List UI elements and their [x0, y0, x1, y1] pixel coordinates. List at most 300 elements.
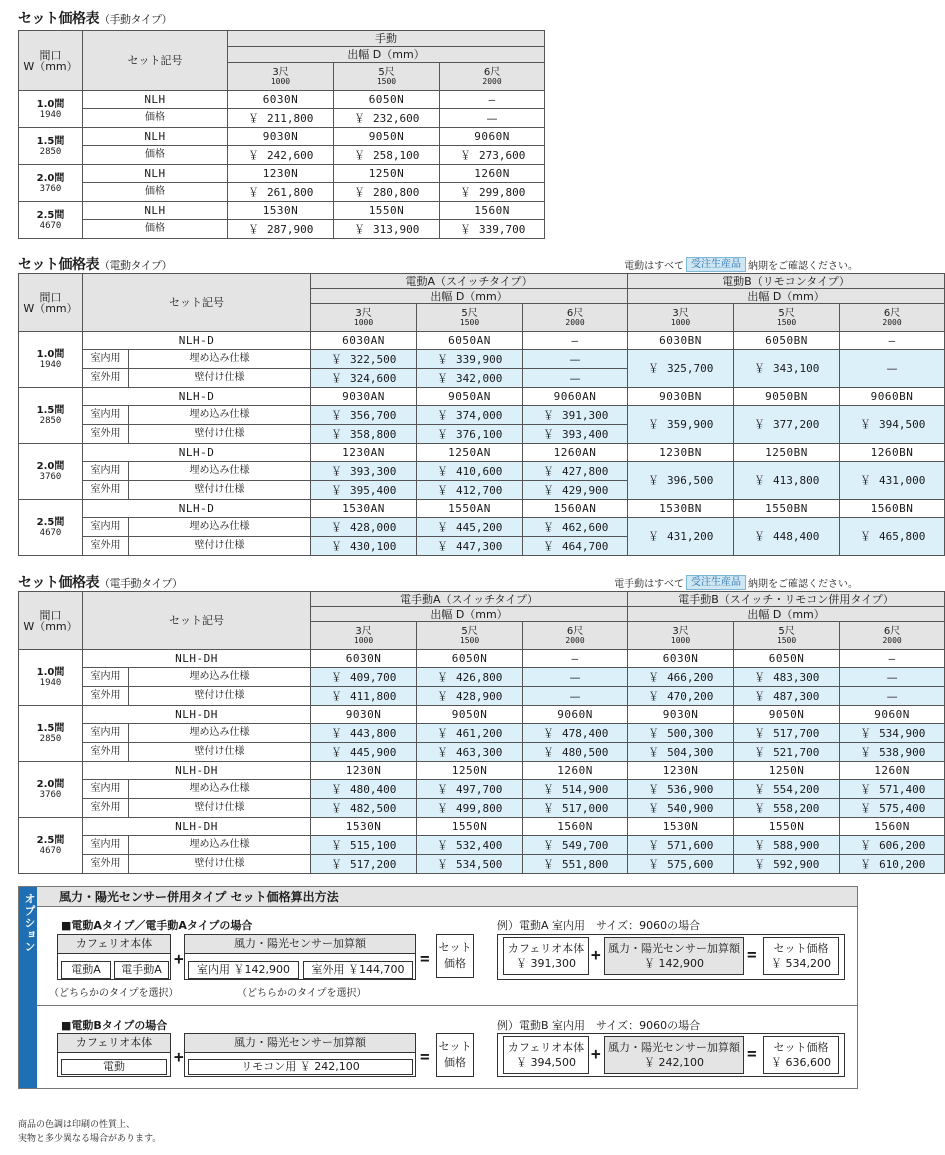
size-header	[840, 622, 945, 650]
price: ￥ 313,900	[334, 220, 440, 239]
remote-price: ￥ 465,800	[840, 518, 945, 556]
width-ken: 1.0間	[36, 98, 65, 110]
yen-sign: ￥	[331, 745, 343, 759]
yen-sign: ￥	[437, 745, 449, 759]
b-outdoor-price: ￥ 575,400	[840, 799, 945, 818]
plus-a: +	[174, 949, 184, 968]
indoor-label: 室内用	[83, 518, 129, 537]
set-code: NLH-DH	[83, 762, 311, 780]
model-code: 9050N	[417, 706, 523, 724]
choice-semi-a: 電手動A	[114, 961, 169, 979]
example-b-total	[763, 1036, 839, 1074]
outdoor-price: ￥ 324,600	[311, 369, 417, 388]
outdoor-price: ￥ 430,100	[311, 537, 417, 556]
model-code: 1250N	[417, 762, 523, 780]
electric-note	[624, 257, 858, 272]
yen-sign: ￥	[754, 418, 766, 431]
price: ￥ 287,900	[228, 220, 334, 239]
yen-sign: ￥	[437, 371, 449, 385]
yen-sign: ￥	[543, 520, 555, 534]
yen-sign: ￥	[543, 464, 555, 478]
yen-sign: ￥	[354, 185, 365, 199]
size-shaku: 3尺	[672, 626, 689, 637]
model-code: 1260AN	[523, 444, 628, 462]
set-line1: セット	[438, 941, 472, 954]
indoor-price: ￥ 427,800	[523, 462, 628, 481]
example-b-body	[503, 1036, 589, 1074]
yen-sign: ￥	[437, 838, 449, 852]
model-code: 6050BN	[734, 332, 840, 350]
price: ￥ 242,600	[228, 146, 334, 165]
indoor-price: ￥ 497,700	[417, 780, 523, 799]
size-mm: 1500	[459, 636, 480, 645]
set-code: NLH	[83, 202, 228, 220]
yen-sign: ￥	[754, 689, 766, 703]
b-outdoor-price: ￥ 575,600	[628, 855, 734, 874]
yen-sign: ￥	[460, 185, 471, 199]
size-header	[523, 304, 628, 332]
indoor-price: —	[523, 668, 628, 687]
yen-sign: ￥	[331, 483, 343, 497]
size-shaku: 6尺	[883, 626, 901, 637]
width-cell	[19, 165, 83, 202]
width-ken: 2.5間	[36, 209, 65, 221]
indoor-spec: 埋め込み仕様	[129, 668, 311, 687]
yen-sign: ￥	[860, 530, 872, 543]
manual-table	[18, 30, 545, 239]
model-code: 6030AN	[311, 332, 417, 350]
model-code: 1260N	[840, 762, 945, 780]
indoor-price: ￥ 426,800	[417, 668, 523, 687]
indoor-price: ￥ 374,000	[417, 406, 523, 425]
yen-sign: ￥	[543, 539, 555, 553]
indoor-price: —	[523, 350, 628, 369]
indoor-price: ￥ 532,400	[417, 836, 523, 855]
width-header-label: 間口	[39, 48, 62, 62]
set-code: NLH	[83, 165, 228, 183]
yen-sign: ￥	[754, 670, 766, 684]
model-code: 1260N	[440, 165, 545, 183]
width-mm: 1940	[39, 360, 62, 370]
size-header	[840, 304, 945, 332]
yen-sign: ￥	[648, 689, 660, 703]
model-code: 6030N	[228, 91, 334, 109]
price: ￥ 280,800	[334, 183, 440, 202]
indoor-price: ￥ 410,600	[417, 462, 523, 481]
electric-table	[18, 273, 945, 556]
model-code: 9030AN	[311, 388, 417, 406]
option-tab: オプション	[19, 887, 37, 1088]
outdoor-price: ￥ 447,300	[417, 537, 523, 556]
indoor-price: ￥ 339,900	[417, 350, 523, 369]
model-code: 1230N	[311, 762, 417, 780]
yen-sign: ￥	[648, 838, 660, 852]
width-mm: 4670	[39, 846, 62, 856]
ex-total-value: ￥ 534,200	[771, 957, 831, 970]
size-mm: 1500	[459, 318, 480, 327]
yen-sign: ￥	[860, 745, 872, 759]
set-code: NLH-DH	[83, 818, 311, 836]
outdoor-spec: 壁付け仕様	[129, 425, 311, 444]
indoor-price: ￥ 393,300	[311, 462, 417, 481]
yen-sign: ￥	[648, 782, 660, 796]
yen-sign: ￥	[248, 148, 259, 162]
example-a-sensor	[604, 937, 744, 975]
width-cell	[19, 762, 83, 818]
indoor-price: ￥ 515,100	[311, 836, 417, 855]
width-cell	[19, 388, 83, 444]
size-shaku: 3尺	[672, 308, 689, 319]
size-mm: 1000	[670, 318, 691, 327]
size-mm: 2000	[565, 318, 585, 327]
model-code: 1530N	[228, 202, 334, 220]
ex-body-value: ￥ 394,500	[516, 1056, 576, 1069]
b-indoor-price: ￥ 500,300	[628, 724, 734, 743]
b-indoor-price: ￥ 571,600	[628, 836, 734, 855]
outdoor-label: 室外用	[83, 425, 129, 444]
size-header	[523, 622, 628, 650]
yen-sign: ￥	[331, 427, 343, 441]
model-code: 9030N	[628, 706, 734, 724]
size-shaku: 5尺	[461, 308, 478, 319]
yen-sign: ￥	[543, 801, 555, 815]
model-code: 1230BN	[628, 444, 734, 462]
footer-line1: 商品の色調は印刷の性質上、	[18, 1120, 136, 1130]
size-shaku: 6尺	[566, 626, 584, 637]
width-header	[19, 31, 83, 91]
outdoor-label: 室外用	[83, 799, 129, 818]
remote-price: ￥ 343,100	[734, 350, 840, 388]
outdoor-price: ￥ 499,800	[417, 799, 523, 818]
size-header	[228, 63, 334, 91]
yen-sign: ￥	[860, 857, 872, 871]
width-cell	[19, 91, 83, 128]
manual-title	[18, 8, 172, 28]
price: ￥ 339,700	[440, 220, 545, 239]
sensor-indoor-a: 室内用 ￥142,900	[188, 961, 299, 979]
yen-sign: ￥	[437, 408, 449, 422]
size-header	[417, 304, 523, 332]
b-outdoor-price: ￥ 558,200	[734, 799, 840, 818]
width-header-label: 間口	[39, 290, 62, 304]
indoor-price: ￥ 322,500	[311, 350, 417, 369]
remote-price: ￥ 431,200	[628, 518, 734, 556]
indoor-label: 室内用	[83, 780, 129, 799]
yen-sign: ￥	[860, 726, 872, 740]
yen-sign: ￥	[437, 782, 449, 796]
sensor-label-b: 風力・陽光センサー加算額	[184, 1033, 416, 1053]
set-code: NLH-D	[83, 388, 311, 406]
yen-sign: ￥	[437, 801, 449, 815]
semi-title-main: セット価格表	[18, 575, 99, 591]
yen-sign: ￥	[860, 801, 872, 815]
yen-sign: ￥	[543, 745, 555, 759]
model-code: 9060AN	[523, 388, 628, 406]
model-code: 1250BN	[734, 444, 840, 462]
outdoor-spec: 壁付け仕様	[129, 369, 311, 388]
yen-sign: ￥	[331, 408, 343, 422]
depth-header: 出幅 D（mm）	[628, 607, 945, 622]
set-code: NLH	[83, 91, 228, 109]
model-code: 9060N	[523, 706, 628, 724]
price-label: 価格	[83, 183, 228, 202]
outdoor-price: —	[523, 687, 628, 706]
model-code: 6030N	[311, 650, 417, 668]
yen-sign: ￥	[543, 408, 555, 422]
remote-price: ￥ 377,200	[734, 406, 840, 444]
yen-sign: ￥	[437, 726, 449, 740]
price: ￥ 211,800	[228, 109, 334, 128]
electric-badge: 受注生産品	[686, 257, 746, 272]
choice-electric-b: 電動	[61, 1059, 167, 1075]
electric-title-main: セット価格表	[18, 257, 99, 273]
equals-a: =	[420, 949, 430, 968]
b-outdoor-price: ￥ 487,300	[734, 687, 840, 706]
size-shaku: 6尺	[483, 67, 501, 78]
equals-ex-a: =	[747, 945, 757, 964]
yen-sign: ￥	[354, 222, 365, 236]
b-outdoor-price: ￥ 521,700	[734, 743, 840, 762]
indoor-label: 室内用	[83, 462, 129, 481]
indoor-spec: 埋め込み仕様	[129, 836, 311, 855]
set-line2: 価格	[444, 957, 466, 970]
width-ken: 1.0間	[36, 667, 65, 678]
size-shaku: 6尺	[883, 308, 901, 319]
yen-sign: ￥	[860, 838, 872, 852]
width-cell	[19, 650, 83, 706]
size-mm: 2000	[882, 636, 902, 645]
width-mm: 1940	[39, 109, 62, 120]
indoor-price: ￥ 480,400	[311, 780, 417, 799]
yen-sign: ￥	[648, 418, 660, 431]
ex-total-label: セット価格	[773, 942, 829, 955]
model-code: 1250N	[334, 165, 440, 183]
yen-sign: ￥	[860, 474, 872, 487]
yen-sign: ￥	[648, 530, 660, 543]
width-cell	[19, 128, 83, 165]
yen-sign: ￥	[331, 801, 343, 815]
remote-price: ￥ 431,000	[840, 462, 945, 500]
footer-note	[18, 1118, 161, 1146]
yen-sign: ￥	[437, 520, 449, 534]
size-shaku: 6尺	[566, 308, 584, 319]
outdoor-price: ￥ 428,900	[417, 687, 523, 706]
width-cell	[19, 202, 83, 239]
yen-sign: ￥	[648, 670, 660, 684]
code-header: セット記号	[83, 31, 228, 91]
indoor-spec: 埋め込み仕様	[129, 462, 311, 481]
size-mm: 1000	[270, 77, 291, 86]
remote-price: ￥ 413,800	[734, 462, 840, 500]
outdoor-price: ￥ 482,500	[311, 799, 417, 818]
size-mm: 1500	[776, 636, 797, 645]
indoor-label: 室内用	[83, 724, 129, 743]
model-code: 1550N	[417, 818, 523, 836]
yen-sign: ￥	[648, 745, 660, 759]
semi-note-post: 納期をご確認ください。	[748, 579, 858, 590]
model-code: 9030N	[228, 128, 334, 146]
model-code: 1250AN	[417, 444, 523, 462]
b-outdoor-price: ￥ 504,300	[628, 743, 734, 762]
outdoor-spec: 壁付け仕様	[129, 743, 311, 762]
sensor-label-a: 風力・陽光センサー加算額	[184, 934, 416, 954]
yen-sign: ￥	[331, 726, 343, 740]
ex-sensor-label: 風力・陽光センサー加算額	[608, 942, 740, 955]
yen-sign: ￥	[331, 464, 343, 478]
yen-sign: ￥	[543, 427, 555, 441]
code-header: セット記号	[83, 592, 311, 650]
electric-note-pre: 電動はすべて	[624, 261, 684, 272]
outdoor-price: ￥ 412,700	[417, 481, 523, 500]
model-code: 6030N	[628, 650, 734, 668]
width-ken: 2.5間	[36, 517, 65, 528]
model-code: 1560N	[440, 202, 545, 220]
outdoor-price: ￥ 411,800	[311, 687, 417, 706]
price: ￥ 273,600	[440, 146, 545, 165]
width-ken: 2.0間	[36, 779, 65, 790]
yen-sign: ￥	[437, 427, 449, 441]
b-outdoor-price: ￥ 538,900	[840, 743, 945, 762]
model-code: 1250N	[734, 762, 840, 780]
b-outdoor-price: —	[840, 687, 945, 706]
yen-sign: ￥	[437, 857, 449, 871]
ex-body-label: カフェリオ本体	[507, 942, 585, 955]
yen-sign: ￥	[437, 689, 449, 703]
yen-sign: ￥	[648, 726, 660, 740]
depth-header: 出幅 D（mm）	[228, 47, 545, 63]
yen-sign: ￥	[648, 362, 660, 375]
manual-title-sub: （手動タイプ）	[99, 13, 173, 26]
remote-price: ￥ 448,400	[734, 518, 840, 556]
yen-sign: ￥	[248, 111, 259, 125]
width-mm: 3760	[39, 183, 62, 194]
model-code: —	[523, 650, 628, 668]
indoor-price: ￥ 356,700	[311, 406, 417, 425]
remote-price: ￥ 359,900	[628, 406, 734, 444]
b-indoor-price: ￥ 536,900	[628, 780, 734, 799]
yen-sign: ￥	[754, 838, 766, 852]
yen-sign: ￥	[543, 782, 555, 796]
set-code: NLH-D	[83, 500, 311, 518]
model-code: —	[840, 332, 945, 350]
price: —	[440, 109, 545, 128]
size-mm: 1000	[353, 318, 374, 327]
example-a-body	[503, 937, 589, 975]
size-header	[311, 304, 417, 332]
model-code: 9050N	[334, 128, 440, 146]
yen-sign: ￥	[754, 530, 766, 543]
choose-note-a2: （どちらかのタイプを選択）	[237, 988, 367, 999]
footer-line2: 実物と多少異なる場合があります。	[18, 1134, 162, 1144]
yen-sign: ￥	[331, 689, 343, 703]
electric-title	[18, 254, 172, 274]
price: ￥ 232,600	[334, 109, 440, 128]
price: ￥ 258,100	[334, 146, 440, 165]
choose-note-a: （どちらかのタイプを選択）	[49, 988, 179, 999]
width-header-unit: W（mm）	[23, 59, 78, 73]
outdoor-label: 室外用	[83, 855, 129, 874]
indoor-label: 室内用	[83, 406, 129, 425]
semi-title	[18, 572, 183, 592]
model-code: 9060N	[440, 128, 545, 146]
indoor-price: ￥ 443,800	[311, 724, 417, 743]
outdoor-label: 室外用	[83, 481, 129, 500]
model-code: 9050AN	[417, 388, 523, 406]
b-outdoor-price: ￥ 470,200	[628, 687, 734, 706]
b-indoor-price: ￥ 466,200	[628, 668, 734, 687]
b-indoor-price: ￥ 517,700	[734, 724, 840, 743]
model-code: 1530N	[311, 818, 417, 836]
ex-body-value: ￥ 391,300	[516, 957, 576, 970]
width-ken: 1.0間	[36, 349, 65, 360]
outdoor-spec: 壁付け仕様	[129, 481, 311, 500]
outdoor-price: ￥ 342,000	[417, 369, 523, 388]
yen-sign: ￥	[754, 745, 766, 759]
width-mm: 2850	[39, 416, 62, 426]
model-code: —	[523, 332, 628, 350]
indoor-spec: 埋め込み仕様	[129, 350, 311, 369]
outdoor-price: ￥ 445,900	[311, 743, 417, 762]
depth-header: 出幅 D（mm）	[311, 289, 628, 304]
body-label-b: カフェリオ本体	[57, 1033, 171, 1053]
outdoor-spec: 壁付け仕様	[129, 799, 311, 818]
size-mm: 1000	[670, 636, 691, 645]
outdoor-price: ￥ 358,800	[311, 425, 417, 444]
example-b-title: 例）電動B 室内用 サイズ：9060の場合	[497, 1019, 701, 1032]
indoor-price: ￥ 409,700	[311, 668, 417, 687]
yen-sign: ￥	[460, 222, 471, 236]
model-code: 1550AN	[417, 500, 523, 518]
price-label: 価格	[83, 220, 228, 239]
size-shaku: 3尺	[272, 67, 289, 78]
width-header	[19, 274, 83, 332]
manual-title-main: セット価格表	[18, 11, 99, 27]
width-mm: 3760	[39, 790, 62, 800]
code-header: セット記号	[83, 274, 311, 332]
indoor-price: ￥ 462,600	[523, 518, 628, 537]
width-ken: 1.5間	[36, 135, 65, 147]
yen-sign: ￥	[331, 352, 343, 366]
size-header	[628, 622, 734, 650]
option-panel	[18, 886, 858, 1089]
yen-sign: ￥	[754, 857, 766, 871]
width-ken: 1.5間	[36, 405, 65, 416]
model-code: 1560N	[840, 818, 945, 836]
price-label: 価格	[83, 146, 228, 165]
model-code: 1230N	[628, 762, 734, 780]
size-mm: 1000	[353, 636, 374, 645]
width-ken: 2.0間	[36, 461, 65, 472]
plus-ex-b: +	[591, 1044, 601, 1063]
semi-table	[18, 591, 945, 874]
model-code: 6050N	[734, 650, 840, 668]
size-header	[734, 622, 840, 650]
set-code: NLH-DH	[83, 706, 311, 724]
outdoor-label: 室外用	[83, 687, 129, 706]
ex-sensor-value: ￥ 142,900	[644, 957, 704, 970]
outdoor-label: 室外用	[83, 369, 129, 388]
ex-sensor-label: 風力・陽光センサー加算額	[608, 1041, 740, 1054]
width-header-label: 間口	[39, 608, 62, 622]
model-code: —	[440, 91, 545, 109]
yen-sign: ￥	[437, 670, 449, 684]
indoor-label: 室内用	[83, 350, 129, 369]
b-outdoor-price: ￥ 592,900	[734, 855, 840, 874]
model-code: 1230AN	[311, 444, 417, 462]
sensor-outdoor-a: 室外用 ￥144,700	[303, 961, 413, 979]
yen-sign: ￥	[754, 782, 766, 796]
yen-sign: ￥	[754, 726, 766, 740]
